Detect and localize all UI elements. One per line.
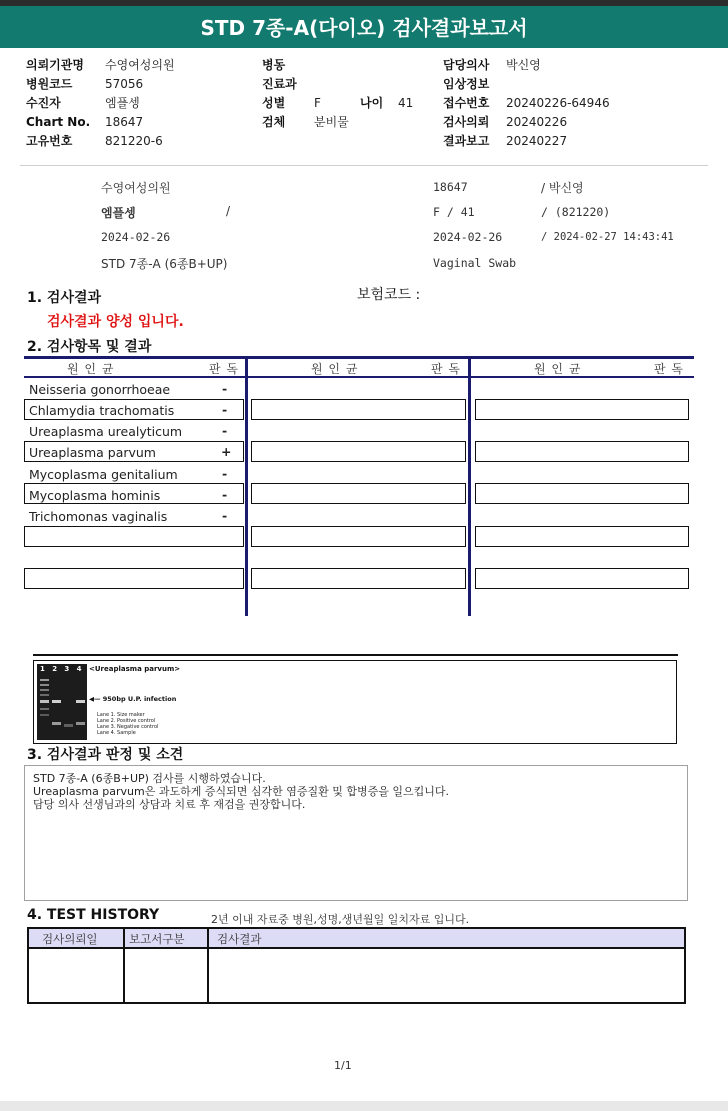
chart-no-value: 18647 [105,115,144,129]
receipt-no-value: 20240226-64946 [506,96,610,110]
col-result-2: 판 독 [431,362,461,376]
doctor-label: 담당의사 [443,58,490,72]
section2-title: 2. 검사항목 및 결과 [27,339,152,355]
pathogen-name-positive: Ureaplasma parvum [29,445,156,460]
history-header-rule [29,947,684,949]
info-test: STD 7종-A (6종B+UP) [101,257,228,271]
pathogen-result: - [222,487,228,502]
request-date-label: 검사의뢰 [443,115,490,129]
history-col-divider [207,929,209,1002]
arrow-left-icon: ◀— [89,695,101,703]
info-hospital: 수영여성의원 [101,181,171,195]
info-chart: 18647 [433,180,468,194]
empty-cell-box [475,483,689,504]
table-top-rule [24,356,694,359]
col-pathogen-2: 원 인 균 [311,362,359,376]
patient-label: 수진자 [26,96,61,110]
lane-number: 3 [64,665,70,673]
findings-text [33,772,449,811]
empty-cell-box [475,441,689,462]
col-result-3: 판 독 [654,362,684,376]
history-col-divider [123,929,125,1002]
hospital-code-label: 병원코드 [26,77,73,91]
info-specimen: Vaginal Swab [433,256,517,270]
gel-top-rule [33,654,678,656]
pathogen-name: Neisseria gonorrhoeae [29,382,171,397]
legend-line: Lane 2. Positive control [97,718,156,724]
column-divider-1 [245,356,248,616]
section1-title: 1. 검사결과 [27,290,102,306]
empty-cell-box [251,526,466,547]
findings-line: Ureaplasma parvum은 과도하게 증식되면 심각한 염증질환 및 합병증을 일으킵니다. [33,785,449,798]
specimen-value: 분비물 [314,115,349,129]
pathogen-name: Ureaplasma urealyticum [29,424,183,439]
col-pathogen-3: 원 인 균 [534,362,582,376]
unique-id-label: 고유번호 [26,134,73,148]
receipt-no-label: 접수번호 [443,96,490,110]
empty-cell-box [251,399,466,420]
pathogen-name: Mycoplasma hominis [29,488,161,503]
report-title: STD 7종-A(다이오) 검사결과보고서 [0,6,728,48]
header-middle [262,57,413,133]
header-right [443,57,610,152]
hospital-value: 수영여성의원 [105,58,175,72]
history-note: 2년 이내 자료중 병원,성명,생년월일 일치자료 입니다. [211,913,470,926]
pathogen-result: - [222,466,228,481]
legend-line: Lane 4. Sample [97,730,136,736]
info-patient: 엠플셍 [101,206,136,220]
bottom-strip [0,1101,728,1111]
findings-line: 담당 의사 선생님과의 상담과 치료 후 재검을 권장합니다. [33,798,306,811]
history-col-report-type: 보고서구분 [129,932,185,946]
request-date-value: 20240226 [506,115,568,129]
sex-label: 성별 [262,96,286,110]
pathogen-result: - [222,508,228,523]
header-left [26,57,175,152]
table-header-rule [24,376,694,378]
info-slash: / [226,204,231,218]
pathogen-name: Chlamydia trachomatis [29,403,175,418]
header-divider [20,165,708,166]
empty-cell-box [251,483,466,504]
ward-label: 병동 [262,58,286,72]
info-doctor: / 박신영 [541,181,584,195]
gel-legend [97,712,158,736]
doctor-value: 박신영 [506,58,541,72]
age-label: 나이 [360,96,384,110]
legend-line: Lane 1. Size maker [97,712,145,718]
findings-line: STD 7종-A (6종B+UP) 검사를 시행하였습니다. [33,772,266,785]
legend-line: Lane 3. Negative control [97,724,159,730]
col-result-1: 판 독 [209,362,239,376]
gel-lane-numbers [40,665,81,673]
col-pathogen-1: 원 인 균 [67,362,115,376]
pathogen-result: - [222,402,228,417]
section4-title: 4. TEST HISTORY [27,907,160,923]
empty-cell-box [24,526,244,547]
section3-title: 3. 검사결과 판정 및 소견 [27,747,184,763]
result-summary: 검사결과 양성 입니다. [47,314,184,330]
info-id: / (821220) [541,205,611,219]
info-sex-age: F / 41 [433,205,475,219]
gel-band-label [89,695,176,703]
lane-number: 1 [40,665,45,673]
empty-cell-box [24,568,244,589]
unique-id-value: 821220-6 [105,134,163,148]
history-header-row [29,929,684,947]
clinical-info-label: 임상정보 [443,77,490,91]
pathogen-name: Mycoplasma genitalium [29,467,178,482]
report-date-value: 20240227 [506,134,568,148]
gel-caption: <Ureaplasma parvum> [89,665,181,673]
column-divider-2 [468,356,471,616]
lane-number: 4 [76,665,82,673]
info-date1: 2024-02-26 [101,230,171,244]
page-number: 1/1 [334,1059,352,1072]
empty-cell-box [251,568,466,589]
band-text: 950bp U.P. infection [102,695,177,703]
patient-value: 엠플셍 [105,96,140,110]
empty-cell-box [475,526,689,547]
pathogen-name: Trichomonas vaginalis [29,509,168,524]
history-col-result: 검사결과 [217,932,262,946]
gel-electrophoresis-image [37,664,87,740]
empty-cell-box [475,568,689,589]
empty-cell-box [475,399,689,420]
age-value: 41 [398,96,414,110]
pathogen-result: - [222,423,228,438]
pathogen-result: - [222,381,228,396]
info-date2: 2024-02-26 [433,230,503,244]
pathogen-result-positive: + [221,444,232,459]
hospital-code-value: 57056 [105,77,144,91]
insurance-code-label: 보험코드 : [357,287,421,303]
lane-number: 2 [52,665,58,673]
report-date-label: 결과보고 [443,134,490,148]
history-col-request-date: 검사의뢰일 [42,932,98,946]
empty-cell-box [251,441,466,462]
specimen-label: 검체 [262,115,286,129]
sex-value: F [314,96,321,110]
chart-no-label: Chart No. [26,115,91,129]
hospital-label: 의뢰기관명 [26,58,84,72]
info-report-datetime: / 2024-02-27 14:43:41 [541,231,674,243]
department-label: 진료과 [262,77,297,91]
